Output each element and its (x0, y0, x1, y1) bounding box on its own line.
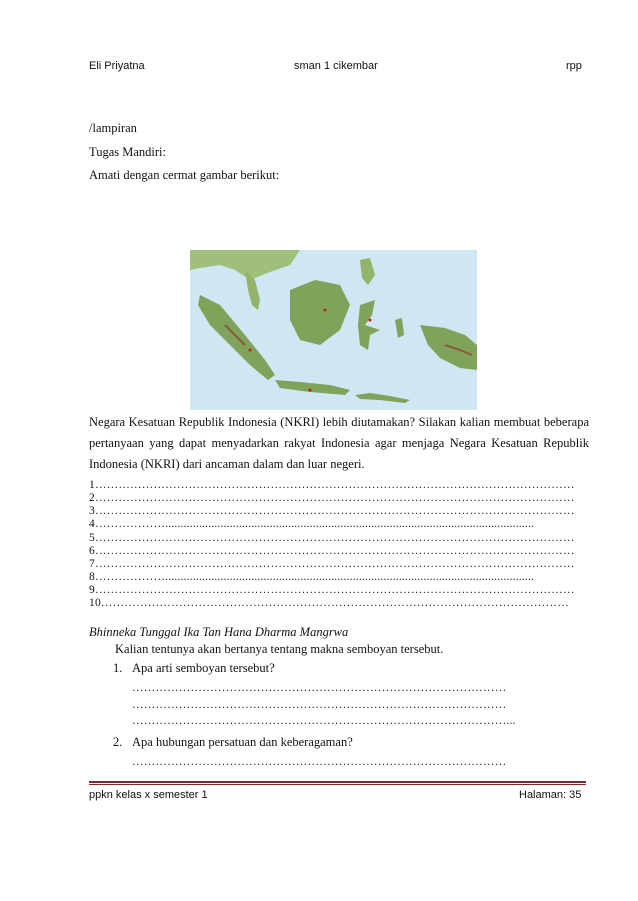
motto-title: Bhinneka Tunggal Ika Tan Hana Dharma Mangrwa (89, 625, 349, 639)
header-doc-type: rpp (566, 60, 582, 72)
answer-line-2[interactable]: 2…………………………………………………………………………………………………………… (89, 492, 575, 504)
answer-line-6[interactable]: 6…………………………………………………………………………………………………………… (89, 545, 575, 557)
q1-answer-line-1[interactable]: …………………………………………………………………………………… (132, 682, 507, 694)
task-paragraph: Negara Kesatuan Republik Indonesia (NKRI) lebih diutamakan? Silakan kalian membuat beberapa pertanyaan yang dapat menyadarkan rakyat Indonesia agar menjaga Negara Kesatuan Republik Indonesia (NKRI) dari ancaman dalam dan luar negeri. (89, 415, 589, 471)
question-2-number: 2. (113, 735, 123, 749)
q1-answer-line-3[interactable]: ……………………………………………………………………………………... (132, 715, 516, 727)
footer-rule (89, 781, 586, 783)
footer-course: ppkn kelas x semester 1 (89, 789, 208, 801)
footer-rule-thin (89, 784, 586, 785)
footer-page-number: Halaman: 35 (519, 789, 582, 801)
question-1-number: 1. (113, 661, 123, 675)
answer-line-5[interactable]: 5…………………………………………………………………………………………………………… (89, 532, 575, 544)
answer-line-3[interactable]: 3…………………………………………………………………………………………………………… (89, 505, 575, 517)
q1-answer-line-2[interactable]: …………………………………………………………………………………… (132, 699, 507, 711)
lampiran-label: /lampiran (89, 121, 137, 135)
answer-line-4[interactable]: 4………………........................................................................................................................ (89, 518, 535, 530)
answer-line-8[interactable]: 8………………........................................................................................................................ (89, 571, 535, 583)
question-2: Apa hubungan persatuan dan keberagaman? (132, 735, 353, 749)
instruction: Amati dengan cermat gambar berikut: (89, 168, 280, 182)
q2-answer-line-1[interactable]: …………………………………………………………………………………… (132, 756, 507, 768)
answer-line-9[interactable]: 9…………………………………………………………………………………………………………… (89, 584, 575, 596)
answer-line-1[interactable]: 1…………………………………………………………………………………………………………… (89, 479, 575, 491)
header-school: sman 1 cikembar (294, 60, 378, 72)
header-author: Eli Priyatna (89, 60, 145, 72)
answer-line-10[interactable]: 10………………………………………………………………………………………………………… (89, 597, 569, 609)
indonesia-map-illustration (190, 250, 477, 410)
indonesia-map-image (190, 250, 477, 410)
question-1: Apa arti semboyan tersebut? (132, 661, 275, 675)
answer-line-7[interactable]: 7…………………………………………………………………………………………………………… (89, 558, 575, 570)
motto-intro: Kalian tentunya akan bertanya tentang makna semboyan tersebut. (115, 642, 444, 656)
task-title: Tugas Mandiri: (89, 145, 166, 159)
